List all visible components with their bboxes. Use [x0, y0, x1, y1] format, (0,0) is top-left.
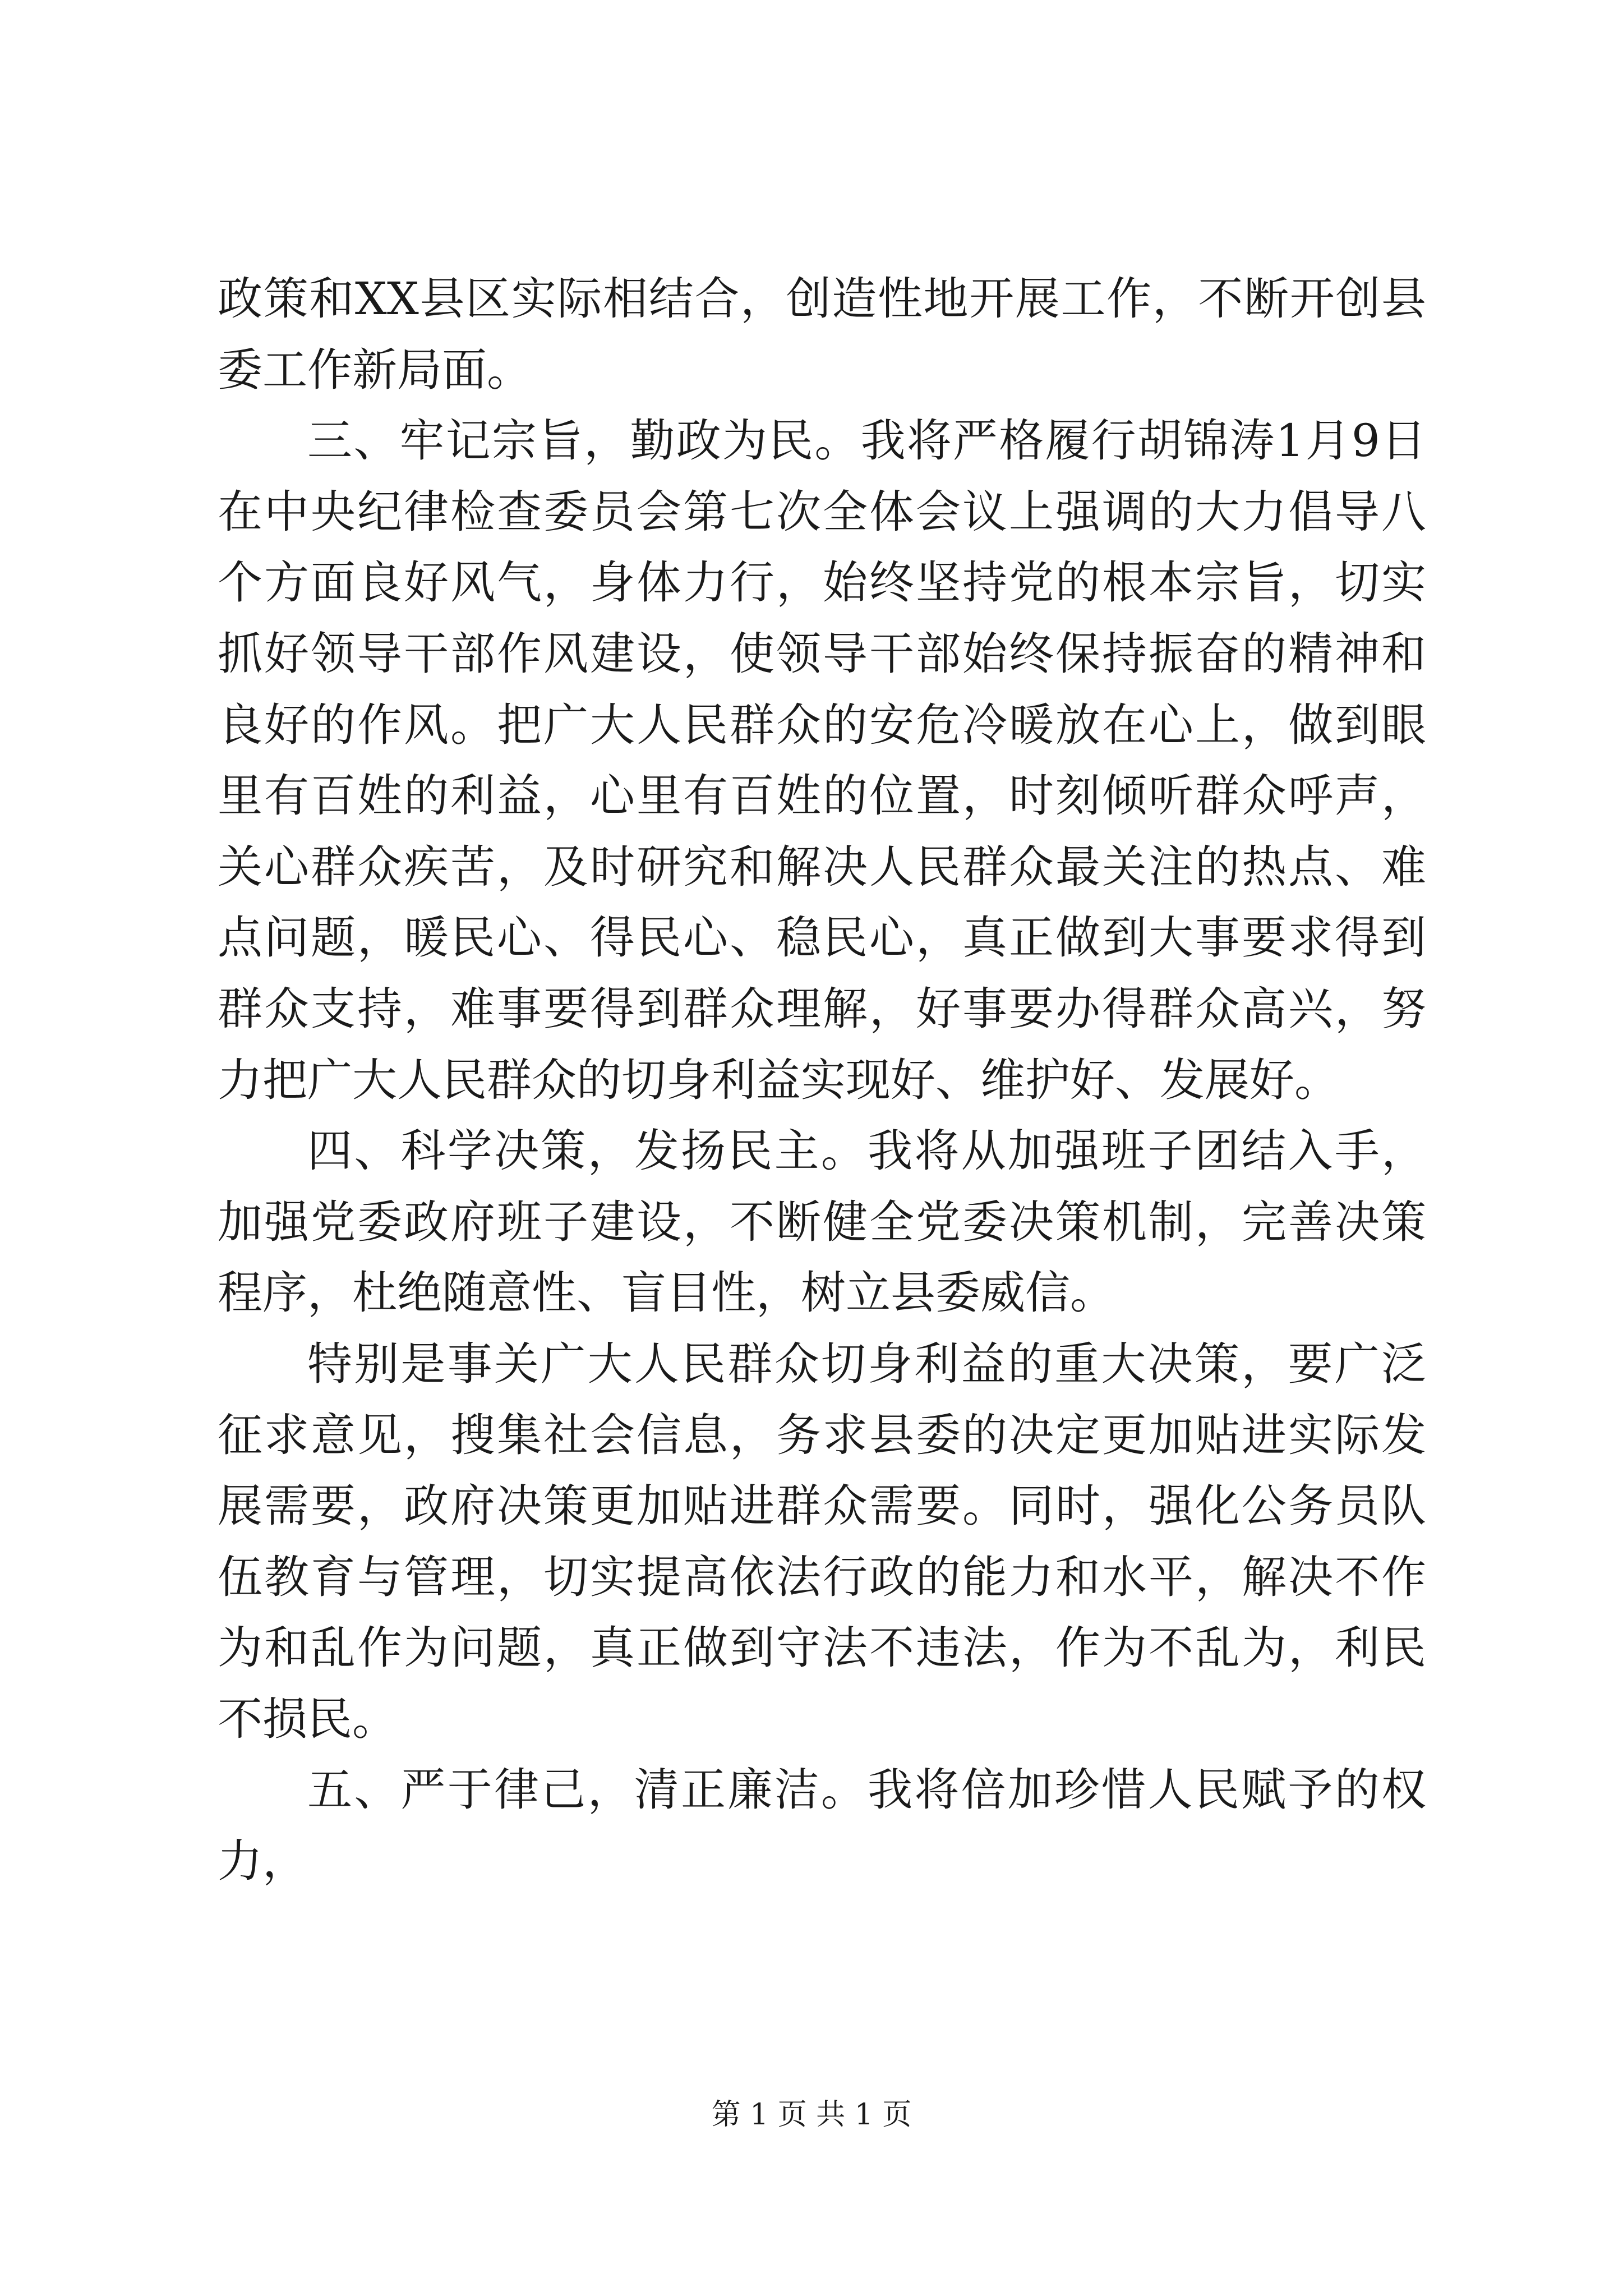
paragraph-5: 五、严于律己，清正廉洁。我将倍加珍惜人民赋予的权力，: [218, 1764, 1426, 1888]
paragraph-2: 三、牢记宗旨，勤政为民。我将严格履行胡锦涛1月9日在中央纪律检查委员会第七次全体会议上强调的大力倡导八个方面良好风气，身体力行，始终坚持党的根本宗旨，切实抓好领导干部作风建设，使领导干部始终保持振奋的精神和良好的作风。把广大人民群众的安危冷暖放在心上，做到眼里有百姓的利益，心里有百姓的位置，时刻倾听群众呼声，关心群众疾苦，及时研究和解决人民群众最关注的热点、难点问题，暖民心、得民心、稳民心，真正做到大事要求得到群众支持，难事要得到群众理解，好事要办得群众高兴，努力把广大人民群众的切身利益实现好、维护好、发展好。: [218, 415, 1426, 1106]
paragraph-1: 政策和XX县区实际相结合，创造性地开展工作，不断开创县委工作新局面。: [218, 273, 1426, 396]
paragraph-3: 四、科学决策，发扬民主。我将从加强班子团结入手，加强党委政府班子建设，不断健全党委决策机制，完善决策程序，杜绝随意性、盲目性，树立县委威信。: [218, 1125, 1426, 1319]
page-number-footer: 第 1 页 共 1 页: [711, 2098, 912, 2132]
document-body: [218, 264, 1426, 1897]
paragraph-4: 特别是事关广大人民群众切身利益的重大决策，要广泛征求意见，搜集社会信息，务求县委的决定更加贴进实际发展需要，政府决策更加贴进群众需要。同时，强化公务员队伍教育与管理，切实提高依法行政的能力和水平，解决不作为和乱作为问题，真正做到守法不违法，作为不乱为，利民不损民。: [218, 1337, 1426, 1745]
